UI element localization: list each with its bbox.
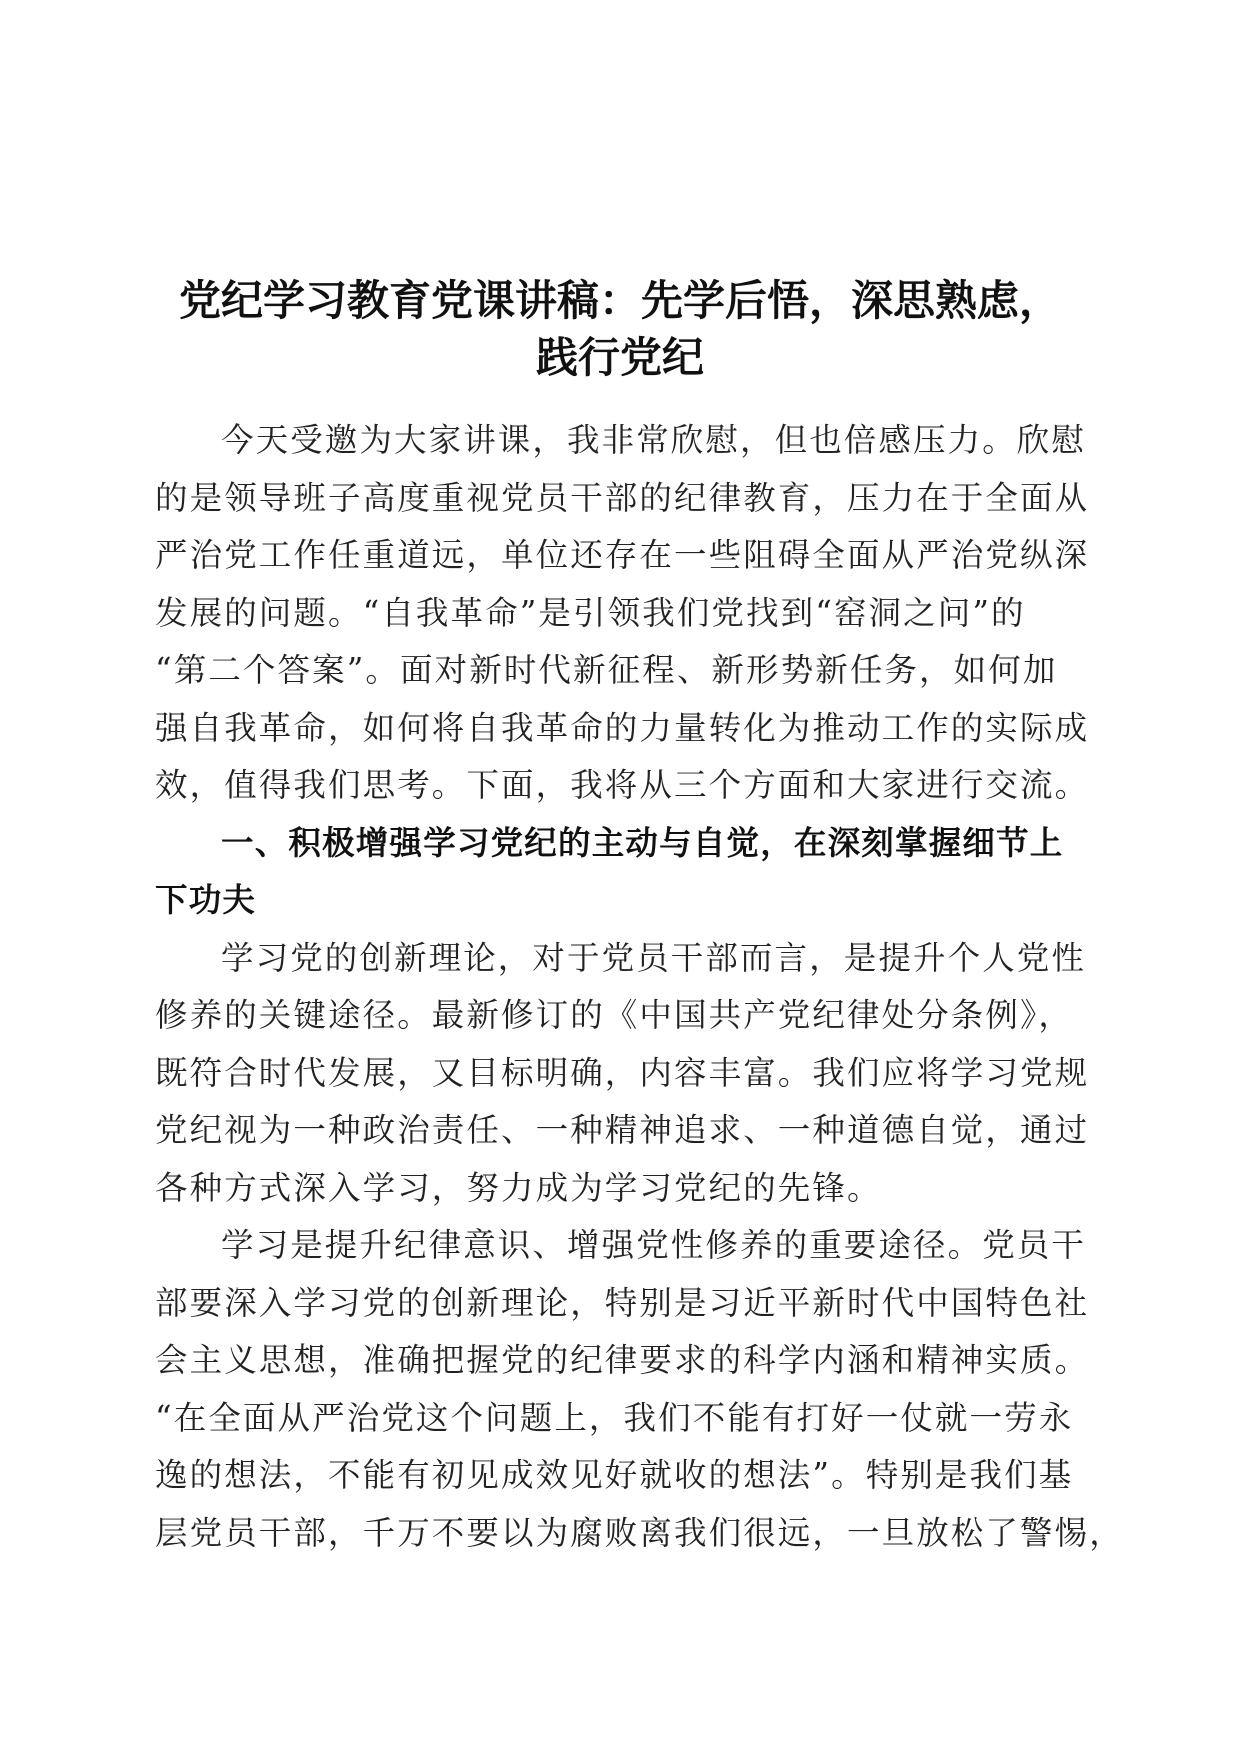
text-line: 修养的关键途径。最新修订的《中国共产党纪律处分条例》， [155,996,1073,1034]
section-heading-1 [155,815,1085,930]
text-line: 逸的想法，不能有初见成效见好就收的想法”。特别是我们基 [155,1456,1074,1494]
heading-line: 一、积极增强学习党纪的主动与自觉，在深刻掌握细节上 [221,823,1064,862]
text-line: 学习党的创新理论，对于党员干部而言，是提升个人党性 [221,938,1087,977]
paragraph-study-discipline [155,1217,1124,1562]
text-line: 今天受邀为大家讲课，我非常欣慰，但也倍感压力。欣慰 [221,421,1087,459]
text-line: 会主义思想，准确把握党的纪律要求的科学内涵和精神实质。 [155,1341,1090,1379]
text-line: 强自我革命，如何将自我革命的力量转化为推动工作的实际成 [155,708,1090,747]
text-line: 层党员干部，千万不要以为腐败离我们很远，一旦放松了警惕， [155,1513,1124,1552]
text-line: 学习是提升纪律意识、增强党性修养的重要途径。党员干 [221,1226,1087,1264]
paragraph-intro [155,412,1090,815]
title-line: 党纪学习教育党课讲稿：先学后悟，深思熟虑， [178,276,1061,325]
text-line: 效，值得我们思考。下面，我将从三个方面和大家进行交流。 [155,766,1090,804]
text-line: “在全面从严治党这个问题上，我们不能有打好一仗就一劳永 [155,1398,1074,1437]
text-line: 既符合时代发展，又目标明确，内容丰富。我们应将学习党规 [155,1053,1090,1092]
paragraph-study-theory [155,930,1090,1218]
text-line: 的是领导班子高度重视党员干部的纪律教育，压力在于全面从 [155,478,1090,517]
text-line: “第二个答案”。面对新时代新征程、新形势新任务，如何加 [155,651,1058,689]
text-line: 各种方式深入学习，努力成为学习党纪的先锋。 [155,1168,882,1207]
document-title [120,272,1120,386]
text-line: 严治党工作任重道远，单位还存在一些阻碍全面从严治党纵深 [155,536,1090,574]
title-line: 践行党纪 [535,333,704,382]
document-body [155,412,1124,1562]
text-line: 部要深入学习党的创新理论，特别是习近平新时代中国特色社 [155,1283,1090,1322]
text-line: 党纪视为一种政治责任、一种精神追求、一种道德自觉，通过 [155,1111,1090,1149]
heading-line: 下功夫 [155,881,257,919]
text-line: 发展的问题。“自我革命”是引领我们党找到“窑洞之问”的 [155,593,1026,632]
